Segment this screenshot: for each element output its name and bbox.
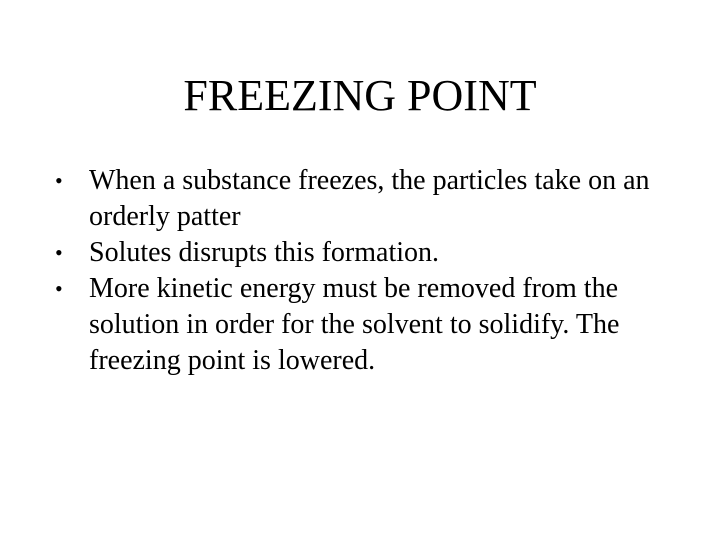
slide-title: FREEZING POINT <box>183 71 537 120</box>
bullet-item <box>55 271 675 379</box>
bullet-list <box>55 163 675 379</box>
bullet-text: When a substance freezes, the particles take on an orderly patter <box>89 165 650 232</box>
bullet-text: More kinetic energy must be removed from the solution in order for the solvent to solidify. The freezing point is lowered. <box>89 273 620 376</box>
bullet-item <box>55 163 675 235</box>
bullet-icon: • <box>55 276 63 301</box>
bullet-text: Solutes disrupts this formation. <box>89 237 439 268</box>
bullet-icon: • <box>55 240 63 265</box>
bullet-icon: • <box>55 168 63 193</box>
bullet-item <box>55 235 675 271</box>
